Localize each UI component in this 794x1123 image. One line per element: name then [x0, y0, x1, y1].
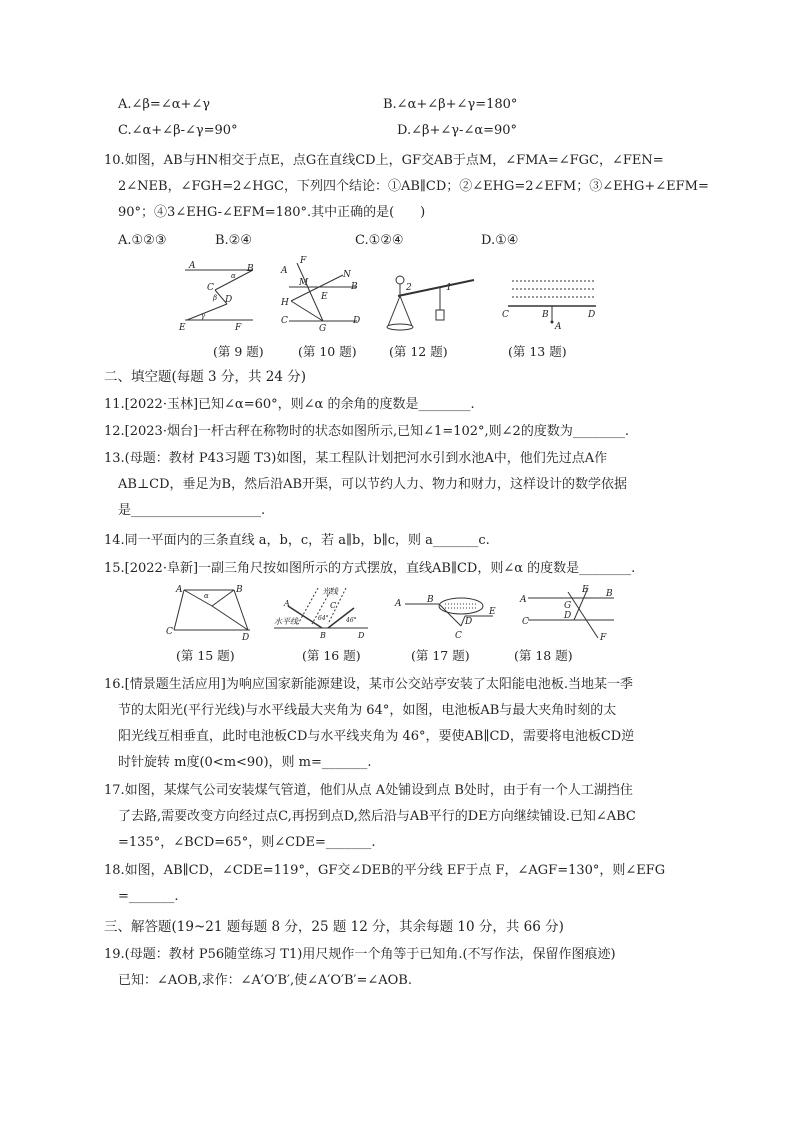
caption-fig-16: (第 16 题) [302, 648, 361, 663]
caption-fig-17: (第 17 题) [411, 648, 470, 663]
fig18-label-f: F [600, 633, 607, 642]
fig16-label-64: 64° [318, 615, 329, 622]
q10-line2: 2∠NEB，∠FGH=2∠HGC，下列四个结论：①AB∥CD；②∠EHG=2∠EFM；③∠EHG+∠EFM= [118, 179, 709, 194]
fig18-label-b: B [606, 589, 613, 599]
fig18-label-d: D [564, 611, 572, 621]
caption-fig-13: (第 13 题) [508, 344, 567, 359]
q10-option-b: B.②④ [215, 233, 252, 248]
fig9-label-beta: β [213, 294, 218, 302]
q13-line1: 13.(母题：教材 P43习题 T3)如图，某工程队计划把河水引到水池A中，他们先过点A作 [104, 451, 608, 466]
caption-fig-18: (第 18 题) [514, 648, 573, 663]
fig17-label-d: D [465, 617, 473, 627]
fig17-label-e: E [489, 607, 496, 617]
figure-16 [270, 584, 372, 642]
fig15-label-alpha: α [204, 592, 209, 600]
fig9-label-e: E [179, 323, 186, 333]
q11-text: 11.[2022·玉林]已知∠α=60°，则∠α 的余角的度数是________. [104, 397, 475, 412]
caption-fig-12: (第 12 题) [389, 344, 448, 359]
fig18-label-e: E [582, 585, 589, 595]
fig10-label-a: A [281, 266, 288, 276]
fig15-label-c: C [166, 627, 173, 637]
fig17-label-a: A [395, 599, 402, 609]
caption-fig-10: (第 10 题) [298, 344, 357, 359]
fig9-label-d: D [225, 295, 233, 305]
q9-option-c: C.∠α+∠β-∠γ=90° [118, 123, 238, 138]
figure-9 [175, 258, 265, 333]
fig13-label-c: C [502, 310, 509, 320]
q17-line2: 了去路,需要改变方向经过点C,再拐到点D,然后沿与AB平行的DE方向继续铺设.已知∠ABC [118, 809, 636, 824]
q15-text: 15.[2022·阜新]一副三角尺按如图所示的方式摆放，直线AB∥CD，则∠α 的度数是________. [104, 561, 636, 576]
fig16-label-a: A [284, 599, 290, 608]
q10-option-c: C.①②④ [355, 233, 404, 248]
fig10-label-d: D [353, 316, 361, 326]
q10-option-a: A.①②③ [118, 233, 167, 248]
fig15-label-a: A [176, 585, 183, 595]
figure-18 [518, 584, 620, 642]
figure-17 [393, 588, 505, 644]
q9-option-d: D.∠β+∠γ-∠α=90° [397, 123, 518, 138]
fig10-label-g: G [319, 324, 327, 334]
q18-line2: =_______. [118, 889, 179, 904]
q16-line4: 时针旋转 m度(0<m<90)，则 m=_______. [118, 755, 372, 770]
q16-line2: 节的太阳光(平行光线)与水平线最大夹角为 64°，如图，电池板AB与最大夹角时刻的太 [118, 703, 617, 718]
fig12-label-1: 1 [446, 283, 452, 293]
q10-line1: 10.如图，AB与HN相交于点E，点G在直线CD上，GF交AB于点M，∠FMA=∠FGC，∠FEN= [104, 153, 664, 168]
fig16-label-light: 光线 [322, 587, 338, 596]
fig17-label-b: B [427, 595, 434, 605]
fig9-label-b: B [247, 264, 254, 274]
q12-text: 12.[2023·烟台]一杆古秤在称物时的状态如图所示,已知∠1=102°,则∠2的度数为________. [104, 424, 629, 439]
q9-option-b: B.∠α+∠β+∠γ=180° [383, 97, 518, 112]
fig9-label-alpha: α [231, 272, 236, 280]
caption-fig-15: (第 15 题) [176, 648, 235, 663]
q13-line2: AB⊥CD，垂足为B，然后沿AB开渠，可以节约人力、物力和财力，这样设计的数学依据 [118, 477, 628, 492]
fig18-label-a: A [520, 595, 527, 605]
figure-13 [500, 275, 600, 333]
fig16-label-46: 46° [346, 617, 357, 624]
fig18-label-g: G [564, 601, 572, 611]
figure-12 [378, 270, 476, 335]
q13-line3: 是____________________. [118, 503, 266, 518]
fig13-label-a: A [555, 322, 562, 332]
fig16-label-b: B [320, 631, 326, 640]
fig15-label-d: D [242, 633, 250, 642]
fig16-label-c: C [330, 601, 337, 610]
fig16-label-horizontal: 水平线 [274, 617, 298, 626]
fig10-label-b: B [351, 282, 358, 292]
fig10-label-f: F [300, 256, 307, 266]
fig9-label-f: F [235, 323, 242, 333]
q18-line1: 18.如图，AB∥CD，∠CDE=119°，GF交∠DEB的平分线 EF于点 F，∠AGF=130°，则∠EFG [104, 863, 666, 878]
fig10-label-c: C [281, 316, 288, 326]
fig17-label-c: C [455, 631, 462, 641]
q17-line1: 17.如图，某煤气公司安装煤气管道，他们从点 A处铺设到点 B处时，由于有一个人工湖挡住 [104, 783, 633, 798]
q19-line2: 已知：∠AOB,求作：∠A′O′B′,使∠A′O′B′=∠AOB. [118, 973, 412, 988]
fig16-label-d: D [358, 631, 365, 640]
section-3-heading: 三、解答题(19~21 题每题 8 分，25 题 12 分，其余每题 10 分，共 66 分) [104, 919, 564, 935]
q16-line1: 16.[情景题生活应用]为响应国家新能源建设，某市公交站亭安装了太阳能电池板.当地某一季 [104, 677, 633, 692]
fig13-label-b: B [542, 310, 549, 320]
fig10-label-e: E [321, 292, 328, 302]
q17-line3: =135°，∠BCD=65°，则∠CDE=_______. [118, 835, 376, 850]
fig13-label-d: D [588, 310, 596, 320]
fig10-label-h: H [281, 298, 289, 308]
fig10-label-n: N [343, 270, 351, 280]
section-2-heading: 二、填空题(每题 3 分，共 24 分) [104, 369, 306, 385]
fig15-label-b: B [236, 585, 243, 595]
fig18-label-c: C [522, 617, 529, 627]
q10-option-d: D.①④ [481, 233, 519, 248]
fig9-label-c: C [207, 283, 214, 293]
q9-option-a: A.∠β=∠α+∠γ [118, 97, 211, 112]
fig9-label-gamma: γ [201, 312, 206, 320]
q19-line1: 19.(母题：教材 P56随堂练习 T1)用尺规作一个角等于已知角.(不写作法，保留作图痕迹) [104, 947, 616, 962]
q14-text: 14.同一平面内的三条直线 a，b，c，若 a∥b，b∥c，则 a_______c. [104, 533, 490, 548]
fig10-label-m: M [299, 278, 309, 288]
figure-15 [162, 584, 252, 642]
figure-10 [275, 255, 370, 335]
fig9-label-a: A [189, 261, 196, 271]
caption-fig-9: (第 9 题) [213, 344, 264, 359]
fig12-label-2: 2 [406, 283, 412, 293]
q16-line3: 阳光线互相垂直，此时电池板CD与水平线夹角为 46°，要使AB∥CD，需要将电池板CD逆 [118, 729, 635, 744]
q10-line3: 90°；④3∠EHG-∠EFM=180°.其中正确的是( ) [118, 205, 426, 220]
